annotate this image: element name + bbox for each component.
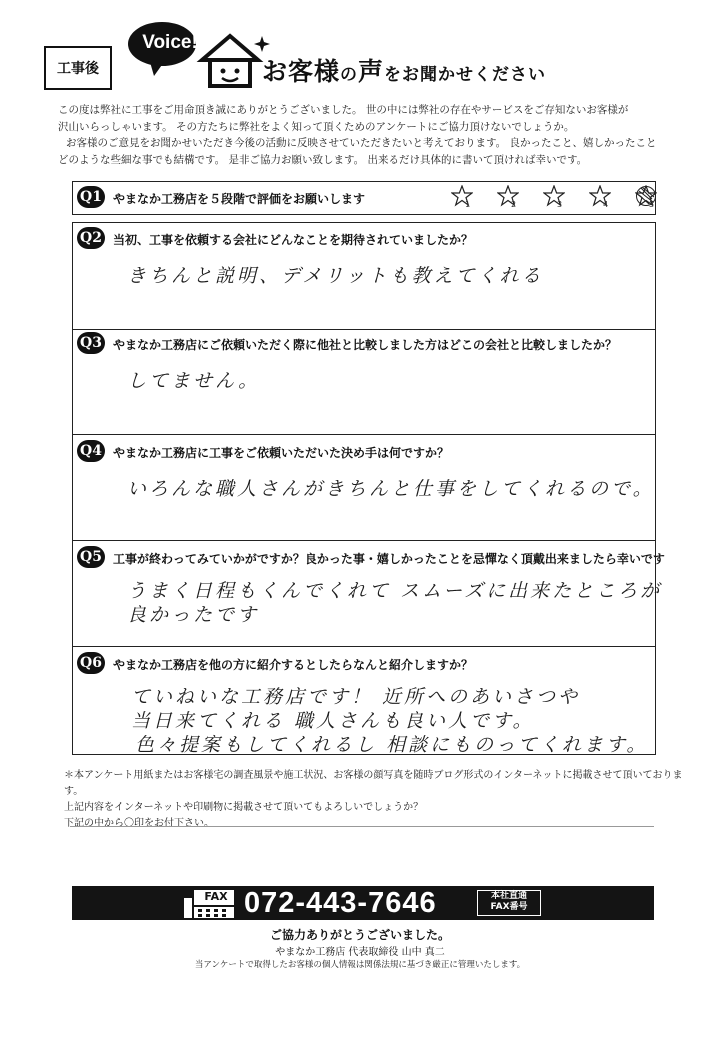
star-3[interactable]: [543, 185, 565, 211]
question-text: やまなか工務店にご依頼いただく際に他社と比較しました方はどこの会社と比較しましたか？: [113, 338, 618, 352]
question-q6: [72, 646, 656, 755]
question-q4: [72, 434, 656, 541]
rating-stars[interactable]: [451, 185, 657, 211]
intro-line: どのような些細な事でも結構です。 是非ご協力お願い致します。 出来るだけ具体的に書いて頂ければ幸いです。: [58, 153, 588, 166]
fax-side-line: 本社直通: [490, 891, 527, 901]
question-text: やまなか工務店に工事をご依頼いただいた決め手は何ですか？: [113, 446, 450, 460]
star-number: 2: [511, 200, 517, 209]
privacy-notice: 当アンケートで取得したお客様の個人情報は関係法規に基づき厳正に管理いたします。: [194, 960, 526, 970]
handwritten-answer-line: 当日来てくれる 職人さんも良い人です。: [131, 710, 535, 732]
note-line: 下記の中から〇印をお付下さい。: [64, 818, 214, 829]
question-q5: [72, 540, 665, 647]
question-q1: [72, 181, 656, 215]
star-5-selected[interactable]: [635, 185, 657, 211]
handwritten-answer: してません。: [127, 370, 261, 392]
fax-side-line: FAX番号: [490, 902, 528, 912]
title-part1: お客様: [262, 57, 341, 86]
question-label: Q1: [77, 186, 105, 208]
handwritten-answer-line: 色々提案もしてくれるし 相談にものってくれます。: [135, 734, 649, 756]
question-text: 工事が終わってみていかがですか？良かった事・嬉しかったことを忌憚なく頂戴出来ましたら幸いです: [113, 552, 665, 566]
intro-text: [58, 102, 668, 168]
thanks-text: ご協力ありがとうございました。: [269, 928, 450, 942]
star-4[interactable]: [589, 185, 611, 211]
question-q3: [72, 328, 656, 435]
fax-number: 072-443-7646: [244, 887, 437, 919]
intro-line: 沢山いらっしゃいます。 その方たちに弊社をよく知って頂くためのアンケートにご協力頂けないでしょうか。: [58, 120, 575, 133]
intro-line: この度は弊社に工事をご用命頂き誠にありがとうございました。 世の中には弊社の存在やサービスをご存知ないお客様が: [58, 104, 629, 116]
question-label: Q6: [77, 652, 105, 674]
question-label: Q3: [77, 332, 105, 354]
publication-note: [64, 768, 684, 832]
star-number: 4: [603, 200, 609, 209]
voice-house-graphic: [120, 14, 270, 94]
fax-bar: [72, 886, 654, 920]
intro-line: お客様のご意見をお聞かせいただき今後の活動に反映させていただきたいと考えております。 良かったこと、嬉しかったこと: [66, 137, 657, 149]
handwritten-answer-line: うまく日程もくんでくれて スムーズに出来たところが: [127, 580, 663, 602]
question-label: Q5: [77, 546, 105, 568]
page-title: [262, 52, 546, 88]
question-text: やまなか工務店を５段階で評価をお願いします: [113, 192, 366, 206]
title-part2: の: [340, 65, 359, 85]
handwritten-answer-line: ていねいな工務店です！ 近所へのあいさつや: [131, 686, 581, 708]
after-construction-tag: 工事後: [44, 46, 112, 90]
question-text: 当初、工事を依頼する会社にどんなことを期待されていましたか？: [113, 233, 474, 247]
star-number: 3: [557, 200, 563, 209]
fax-icon-label: FAX: [204, 890, 228, 903]
question-text: やまなか工務店を他の方に紹介するとしたらなんと紹介しますか？: [113, 658, 474, 672]
title-part4: をお聞かせください: [384, 65, 547, 85]
star-number: 5: [649, 200, 655, 209]
note-line: ＊本アンケート用紙またはお客様宅の調査風景や施工状況、お客様の顔写真を随時ブログ形式のインターネットに掲載させて頂いております。: [64, 770, 683, 797]
question-label: Q2: [77, 227, 105, 249]
star-2[interactable]: [497, 185, 519, 211]
question-label: Q4: [77, 440, 105, 462]
star-1[interactable]: [451, 185, 473, 211]
note-line: 上記内容をインターネットや印刷物に掲載させて頂いてもよろしいでしょうか？: [64, 802, 424, 813]
handwritten-answer: いろんな職人さんがきちんと仕事をしてくれるので。: [127, 478, 655, 500]
question-q2: [72, 222, 656, 330]
handwritten-answer: きちんと説明、デメリットも教えてくれる: [127, 265, 544, 287]
company-signature: やまなか工務店 代表取締役 山中 真二: [275, 947, 445, 958]
sparkle-icon: [254, 36, 270, 52]
fax-side-label: [477, 890, 541, 916]
star-number: 1: [465, 200, 471, 209]
handwritten-answer-line: 良かったです: [127, 604, 260, 626]
voice-label: Voice!: [142, 32, 198, 53]
title-part3: 声: [358, 57, 385, 86]
divider: [70, 826, 654, 827]
